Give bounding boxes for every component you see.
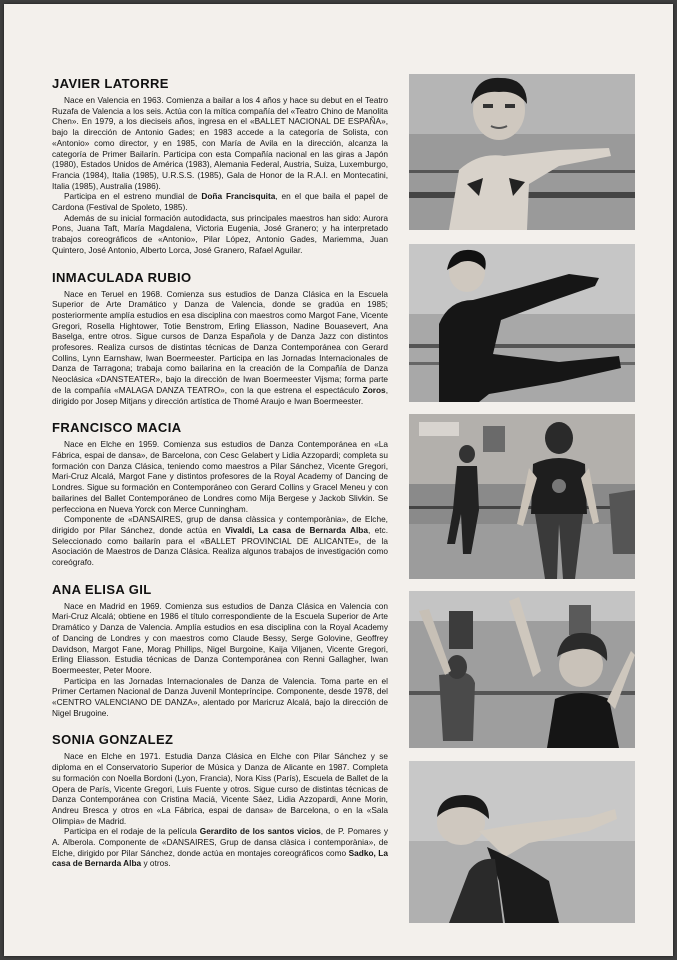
text-run: Además de su inicial formación autodidacta, sus principales maestros han sido: Aurora Pons, Juana Taft, María Magdalena, Victoria Eugenia, José Granero; y ha interpretado trabajos coreográficos de «Antonio», Pilar López, Antonio Gades, Mariemma, Juan Quintero, José Antonio, Alberto Lorca, José Granero, Rafael Aguilar.	[52, 212, 388, 255]
bio-sonia-gonzalez	[52, 732, 388, 869]
bold-title: Sadko, La casa de Bernarda Alba	[52, 847, 388, 869]
dancer-name: FRANCISCO MACIA	[52, 420, 182, 436]
text-run: Nace en Elche en 1959. Comienza sus estudios de Danza Contemporánea en «La Fábrica, espai de dansa», de Barcelona, con Cesc Gelabert y Lidia Azzopardi; completa su formación con Danza Clásica, teniendo como maestros a Pilar Sánchez, Vicente Gregori, Mari-Cruz Alcalá, Margot Fane y distintos profesores de la Royal Academy of Dancing de Londres. Sigue su formación en Contemporáneo con Gerard Collins y Gracel Meneu y con bailarines del Ballet Contemporáneo de Londres como Mija Bergese y Jackob Slivkin. Se perfecciona en Nueva Yorck con Merce Cunningham.	[52, 439, 388, 514]
bold-title: Vivaldi, La casa de Bernarda Alba	[225, 524, 368, 535]
bio-paragraph	[52, 191, 388, 212]
bio-paragraph	[52, 676, 388, 719]
francisco-macia-photo	[409, 414, 635, 579]
bold-title: Gerardito de los santos vicios	[199, 826, 321, 837]
biographies-column	[52, 76, 388, 883]
text-run: y otros.	[141, 858, 171, 869]
bio-francisco-macia	[52, 420, 388, 567]
text-run: Nace en Teruel en 1968. Comienza sus estudios de Danza Clásica en la Escuela Superior de Arte Dramático y Danza de Valencia, donde se gradúa en 1985; posteriormente amplía estudios en esa disciplina con maestros como Margot Fane, Vicente Gregori, Rosella Hightower, Totie Benstrom, Erling Eliasson, Nadine Bouasevert, Ana Baselga, entre otros. Sigue cursos de Danza Española y de Danza Jazz con distintos profesores. Realiza cursos de distintas técnicas de Danza Contemporánea con Gerard Collins, Lynn Earnshaw, Iwan Boermeester. Participa en las Jornadas Internacionales de Danza de Tarragona; trabaja como bailarina en la creación de la Compañía de Danza Neoclásica «DANSTEATER», bajo la dirección de Iwan Boermeester Vijsma; forma parte de la compañía «MALAGA DANZA TEATRO», con la que estrena el espectáculo	[52, 288, 388, 395]
text-run: Participa en el rodaje de la película	[64, 826, 200, 837]
bio-paragraph	[52, 439, 388, 514]
bio-paragraph	[52, 514, 388, 568]
bio-paragraph	[52, 826, 388, 869]
text-run: , etc. Seleccionado como bailarín para el «BALLET PROVINCIAL DE ALICANTE», de la Asociación de Maestros de Danza Clásica. Realiza algunos trabajos de investigación como coreógrafo.	[52, 524, 388, 568]
javier-latorre-photo	[409, 74, 635, 230]
text-run: , dirigido por Josep Mitjans y dirección artística de Thomé Araujo e Iwan Boermeester.	[52, 384, 388, 406]
bio-paragraph	[52, 289, 388, 407]
text-run: , en el que baila el papel de Cardona (Festival de Spoleto, 1985).	[52, 191, 388, 213]
sonia-gonzalez-photo	[409, 761, 635, 923]
text-run: Nace en Elche en 1971. Estudia Danza Clásica en Elche con Pilar Sánchez y se diploma en el Conservatorio Superior de Música y Danza de Alicante en 1987. Completa su formación con Noella Bordoni (Lyon, Francia), Nora Kiss (París), Escuela de Ballet de la Opera de París, Vicente Gregori, Luis Fuente y otros. Sigue curso de distintas técnicas de Danza Contemporánea con Cristina Maciá, Vicente Sáez, Lidia Azzopardi, Anne Morin, Andreu Bresca y otros en «La Fábrica, espai de dansa» de Barcelona, o en la «Sala Olimpia» de Madrid.	[52, 751, 388, 826]
text-run: Componente de «DANSAIRES, grup de dansa clàssica y contemporània», de Elche, dirigido por Pilar Sánchez, donde actúa en	[52, 514, 388, 535]
text-run: Nace en Madrid en 1969. Comienza sus estudios de Danza Clásica en Valencia con Mari-Cruz Alcalá; obtiene en 1986 el título correspondiente de la Escuela Superior de Arte Dramático y Danza de Valencia. Amplía estudios en esa disciplina con la Royal Academy of Dancing de Londres y con maestros como Claude Bessy, Serge Golovine, Geoffrey Davidson, Margot Fane, Morag Phillips, Nigel Burgoine, Kaija Viljanen, Vicente Gregori, Erling Eliasson. Estudia técnicas de Danza Contemporánea con Renni Gallagher, Iwan Boermeester, Peter Moore.	[52, 600, 388, 675]
bio-paragraph	[52, 95, 388, 191]
dancer-name: ANA ELISA GIL	[52, 581, 152, 597]
bio-paragraph	[52, 601, 388, 676]
text-run: Participa en el estreno mundial de	[64, 191, 202, 202]
bio-javier-latorre	[52, 76, 388, 256]
text-run: , de P. Pomares y A. Alberola. Componente de «DANSAIRES, Grup de dansa clàsica i contemporània», de Elche, dirigido por Pilar Sánchez, donde actúa en montajes coreográficos como	[52, 826, 389, 858]
bio-paragraph	[52, 751, 388, 826]
text-run: Nace en Valencia en 1963. Comienza a bailar a los 4 años y hace su debut en el Teatro Ruzafa de Valencia a los seis. Actúa con la mítica compañía del «Teatro Chino de Manolita Chen». En 1979, a los dieciseis años, ingresa en el «BALLET NACIONAL DE ESPAÑA», bajo la dirección de Antonio Gades; en 1983 accede a la categoría de Solista, con «Antonio» como director, y en 1985, con María de Avila en la dirección, alcanza la categoría de Primer Bailarín. Participa con esta Compañía nacional en las giras a Japón (1980), Estados Unidos de América (1983), Alemania Federal, Austria, Suiza, Luxemburgo, Francia (1984), Italia (1985), U.R.S.S. (1985), Gala de Honor de la R.A.I. en Montecatini, Italia (1985), Australia (1986).	[52, 95, 388, 191]
dancer-name: SONIA GONZALEZ	[52, 732, 174, 748]
bio-paragraph	[52, 213, 388, 256]
bold-title: Zoros	[362, 384, 386, 395]
bio-inmaculada-rubio	[52, 270, 388, 407]
ana-elisa-gil-photo	[409, 591, 635, 748]
dancer-name: JAVIER LATORRE	[52, 76, 169, 91]
inmaculada-rubio-photo	[409, 244, 635, 402]
bio-ana-elisa-gil	[52, 582, 388, 719]
text-run: Participa en las Jornadas Internacionales de Danza de Valencia. Toma parte en el Primer Certamen Nacional de Danza Juvenil Montepríncipe. Componente, desde 1978, del «CENTRO VALENCIANO DE DANZA», alentado por Maricruz Alcalá, bajo la dirección de Nigel Brugoine.	[52, 675, 388, 718]
bold-title: Doña Francisquita	[201, 191, 276, 202]
program-page	[4, 4, 673, 956]
dancer-name: INMACULADA RUBIO	[52, 269, 192, 285]
